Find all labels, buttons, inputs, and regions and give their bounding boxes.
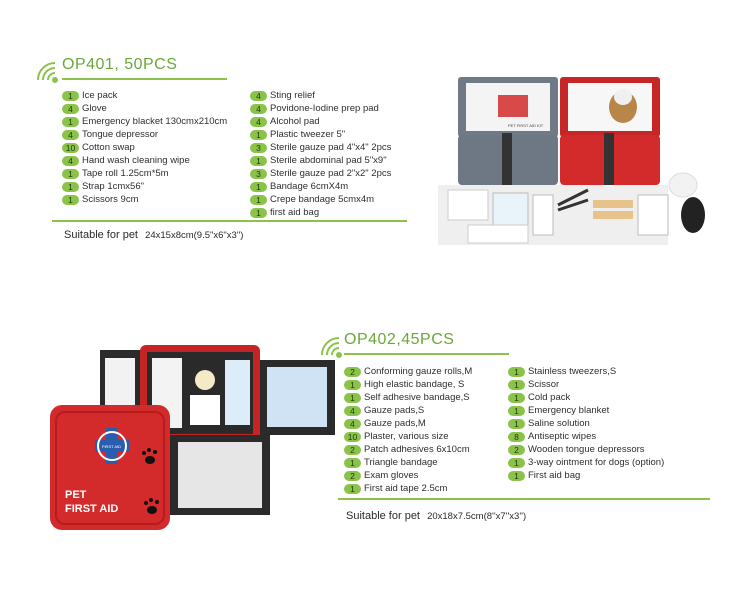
item-label: Plastic tweezer 5"	[270, 129, 346, 140]
item-label: Gauze pads,S	[364, 405, 425, 416]
op401-title-text: OP401, 50PCS	[62, 56, 178, 73]
item-label: High elastic bandage, S	[364, 379, 465, 390]
op401-title-underline	[62, 78, 227, 80]
item-label: Plaster, various size	[364, 431, 449, 442]
op402-bag-label-line1: PET	[65, 489, 87, 501]
quantity-badge: 1	[344, 458, 361, 468]
item-label: Saline solution	[528, 418, 590, 429]
item-label: Conforming gauze rolls,M	[364, 366, 473, 377]
item-label: Cold pack	[528, 392, 571, 403]
item-label: Ice pack	[82, 90, 118, 101]
item-label: Stainless tweezers,S	[528, 366, 617, 377]
item-label: Exam gloves	[364, 470, 419, 481]
op401-col2-item	[250, 102, 391, 115]
item-label: First aid bag	[528, 470, 581, 481]
item-label: Alcohol pad	[270, 116, 320, 127]
quantity-badge: 2	[508, 445, 525, 455]
op402-col2-item	[508, 404, 664, 417]
op401-col2-item	[250, 89, 391, 102]
op401-col1-item	[62, 180, 227, 193]
op402-suitable-dims: 20x18x7.5cm(8''x7''x3'')	[427, 511, 527, 522]
op401-col1-item	[62, 154, 227, 167]
quantity-badge: 1	[508, 419, 525, 429]
op401-col1-item	[62, 193, 227, 206]
quantity-badge: 1	[250, 156, 267, 166]
op401-suitable	[64, 229, 243, 241]
quantity-badge: 1	[508, 471, 525, 481]
quantity-badge: 1	[344, 393, 361, 403]
op402-col1-item	[344, 456, 472, 469]
op402-title-underline	[344, 353, 509, 355]
item-label: Crepe bandage 5cmx4m	[270, 194, 375, 205]
op402-col1-item	[344, 365, 472, 378]
quantity-badge: 1	[62, 117, 79, 127]
quantity-badge: 1	[508, 406, 525, 416]
quantity-badge: 1	[250, 182, 267, 192]
item-label: Cotton swap	[82, 142, 135, 153]
op402-bag-label-line2: FIRST AID	[65, 503, 119, 515]
quantity-badge: 2	[344, 367, 361, 377]
op401-col2-item	[250, 141, 391, 154]
op402-items-col1	[344, 365, 472, 495]
quantity-badge: 4	[250, 117, 267, 127]
item-label: Hand wash cleaning wipe	[82, 155, 190, 166]
signal-wave-icon	[36, 60, 62, 90]
quantity-badge: 4	[344, 419, 361, 429]
item-label: Patch adhesives 6x10cm	[364, 444, 470, 455]
op401-col1-item	[62, 102, 227, 115]
op401-suitable-dims: 24x15x8cm(9.5"x6"x3")	[145, 230, 244, 241]
op402-title	[344, 331, 454, 349]
op401-col2-item	[250, 167, 391, 180]
quantity-badge: 1	[62, 169, 79, 179]
item-label: Tongue depressor	[82, 129, 159, 140]
op402-items-col2	[508, 365, 664, 482]
op401-items-col2	[250, 89, 391, 219]
item-label: Triangle bandage	[364, 457, 438, 468]
item-label: Wooden tongue depressors	[528, 444, 645, 455]
item-label: Emergency blacket 130cmx210cm	[82, 116, 228, 127]
quantity-badge: 1	[508, 367, 525, 377]
op401-col1-item	[62, 89, 227, 102]
op402-col2-item	[508, 430, 664, 443]
item-label: Bandage 6cmX4m	[270, 181, 349, 192]
op401-bag-label: PET FIRST AID KIT	[508, 123, 544, 128]
quantity-badge: 1	[508, 380, 525, 390]
item-label: Gauze pads,M	[364, 418, 426, 429]
quantity-badge: 1	[508, 458, 525, 468]
item-label: Tape roll 1.25cm*5m	[82, 168, 169, 179]
quantity-badge: 1	[250, 195, 267, 205]
op401-title	[62, 56, 177, 74]
item-label: Strap 1cmx56"	[82, 181, 144, 192]
op401-col2-item	[250, 180, 391, 193]
item-label: Sterile gauze pad 2"x2" 2pcs	[270, 168, 392, 179]
item-label: Glove	[82, 103, 107, 114]
item-label: first aid bag	[270, 207, 320, 218]
op402-col1-item	[344, 378, 472, 391]
op402-product-photo	[40, 340, 335, 535]
op402-col1-item	[344, 443, 472, 456]
op402-bottom-divider	[338, 498, 710, 500]
item-label: 3-way ointment for dogs (option)	[528, 457, 665, 468]
op402-col2-item	[508, 391, 664, 404]
op402-col2-item	[508, 417, 664, 430]
quantity-badge: 4	[62, 156, 79, 166]
op401-col2-item	[250, 128, 391, 141]
quantity-badge: 1	[250, 208, 267, 218]
op402-col1-item	[344, 417, 472, 430]
quantity-badge: 10	[62, 143, 79, 153]
quantity-badge: 8	[508, 432, 525, 442]
quantity-badge: 1	[62, 182, 79, 192]
quantity-badge: 10	[344, 432, 361, 442]
op402-col1-item	[344, 404, 472, 417]
item-label: Emergency blanket	[528, 405, 610, 416]
quantity-badge: 4	[344, 406, 361, 416]
op401-col2-item	[250, 193, 391, 206]
item-label: Scissor	[528, 379, 560, 390]
op402-suitable	[346, 510, 526, 522]
op401-bottom-divider	[52, 220, 407, 222]
item-label: Scissors 9cm	[82, 194, 139, 205]
quantity-badge: 4	[250, 104, 267, 114]
quantity-badge: 1	[344, 380, 361, 390]
item-label: Sterile gauze pad 4"x4" 2pcs	[270, 142, 392, 153]
quantity-badge: 1	[508, 393, 525, 403]
item-label: Povidone-Iodine prep pad	[270, 103, 379, 114]
op401-col2-item	[250, 154, 391, 167]
op402-title-text: OP402,45PCS	[344, 331, 455, 348]
op402-col2-item	[508, 456, 664, 469]
op402-col1-item	[344, 469, 472, 482]
op401-col2-item	[250, 115, 391, 128]
op401-col1-item	[62, 141, 227, 154]
op402-col2-item	[508, 378, 664, 391]
item-label: First aid tape 2.5cm	[364, 483, 448, 494]
op402-col2-item	[508, 365, 664, 378]
op402-cross-label: FIRST AID	[102, 444, 122, 449]
quantity-badge: 4	[250, 91, 267, 101]
quantity-badge: 2	[344, 445, 361, 455]
quantity-badge: 1	[62, 195, 79, 205]
op401-product-photo	[438, 75, 710, 255]
op402-col2-item	[508, 469, 664, 482]
op402-col2-item	[508, 443, 664, 456]
quantity-badge: 4	[62, 130, 79, 140]
quantity-badge: 1	[250, 130, 267, 140]
item-label: Sting relief	[270, 90, 315, 101]
op401-col1-item	[62, 167, 227, 180]
op402-col1-item	[344, 391, 472, 404]
item-label: Sterile abdominal pad 5"x9"	[270, 155, 387, 166]
quantity-badge: 2	[344, 471, 361, 481]
op402-col1-item	[344, 430, 472, 443]
op401-suitable-label: Suitable for pet	[64, 229, 138, 241]
item-label: Antiseptic wipes	[528, 431, 597, 442]
item-label: Self adhesive bandage,S	[364, 392, 470, 403]
op401-items-col1	[62, 89, 227, 206]
op401-col1-item	[62, 128, 227, 141]
quantity-badge: 4	[62, 104, 79, 114]
quantity-badge: 3	[250, 143, 267, 153]
op401-col1-item	[62, 115, 227, 128]
quantity-badge: 3	[250, 169, 267, 179]
op402-suitable-label: Suitable for pet	[346, 510, 420, 522]
op401-col2-item	[250, 206, 391, 219]
quantity-badge: 1	[344, 484, 361, 494]
quantity-badge: 1	[62, 91, 79, 101]
op402-col1-item	[344, 482, 472, 495]
